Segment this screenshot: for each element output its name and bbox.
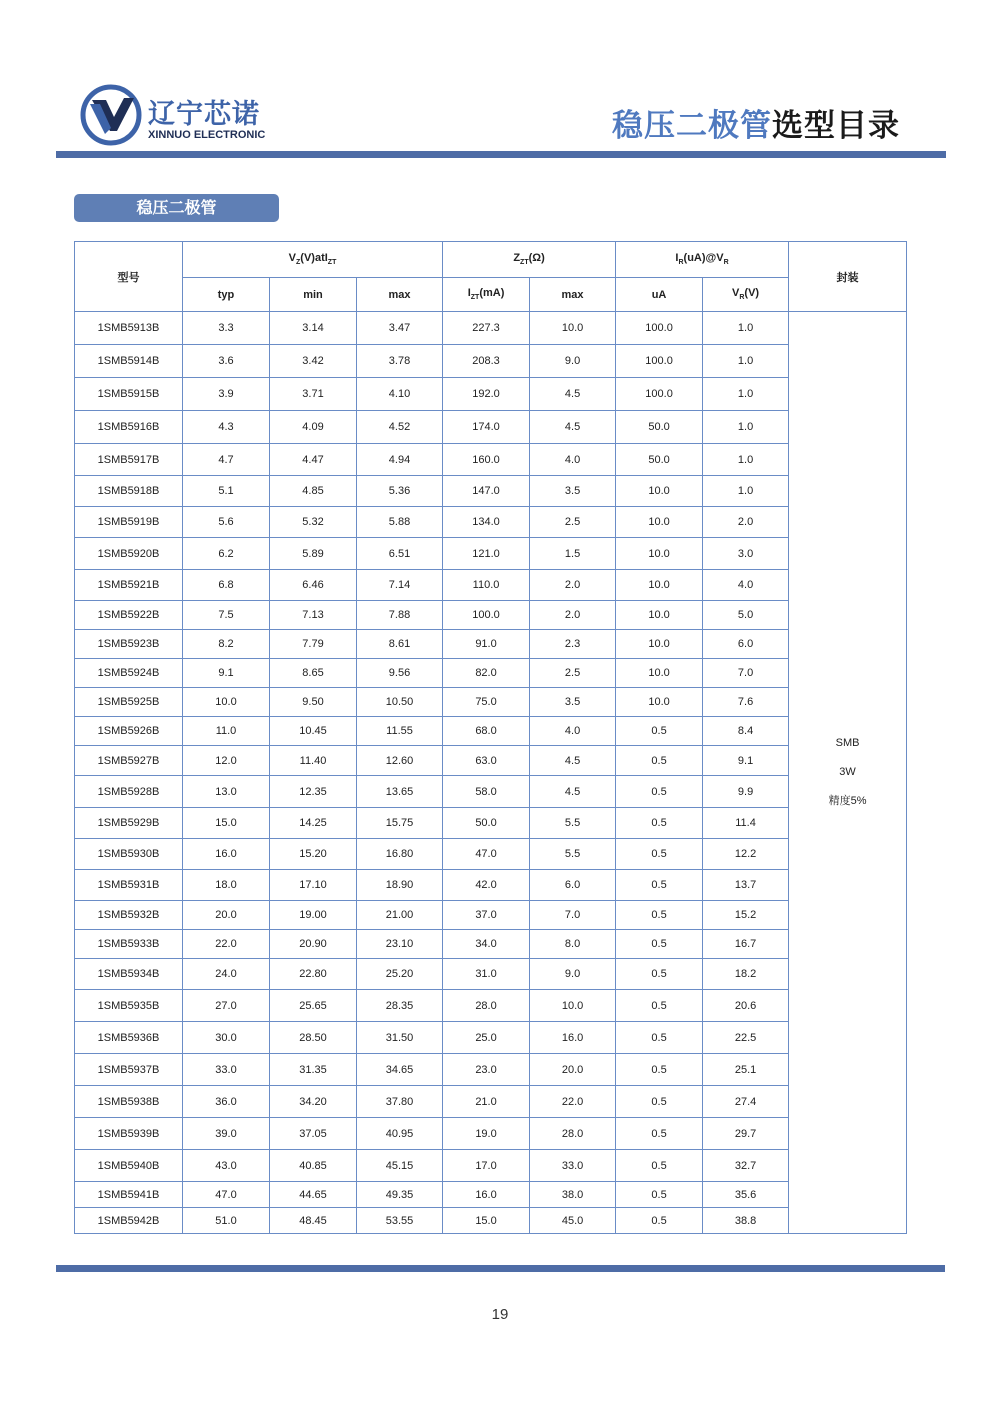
cell-min: 9.50 (270, 688, 357, 717)
cell-izt: 16.0 (443, 1182, 530, 1208)
cell-ua: 0.5 (616, 1150, 703, 1182)
sub-max-header: max (357, 278, 443, 312)
cell-max: 10.50 (357, 688, 443, 717)
cell-zmax: 2.0 (530, 570, 616, 601)
cell-zmax: 9.0 (530, 345, 616, 378)
cell-model: 1SMB5940B (75, 1150, 183, 1182)
cell-min: 28.50 (270, 1022, 357, 1054)
cell-vr: 13.7 (703, 870, 789, 901)
cell-max: 34.65 (357, 1054, 443, 1086)
cell-izt: 21.0 (443, 1086, 530, 1118)
top-divider (56, 151, 946, 158)
cell-izt: 42.0 (443, 870, 530, 901)
cell-vr: 1.0 (703, 476, 789, 507)
cell-typ: 22.0 (183, 930, 270, 959)
cell-max: 4.94 (357, 444, 443, 476)
cell-zmax: 22.0 (530, 1086, 616, 1118)
cell-izt: 47.0 (443, 839, 530, 870)
cell-izt: 15.0 (443, 1208, 530, 1234)
cell-max: 3.47 (357, 312, 443, 345)
cell-max: 7.14 (357, 570, 443, 601)
cell-max: 31.50 (357, 1022, 443, 1054)
cell-max: 4.10 (357, 378, 443, 411)
table-row (75, 776, 907, 808)
cell-model: 1SMB5933B (75, 930, 183, 959)
cell-zmax: 20.0 (530, 1054, 616, 1086)
table-row (75, 808, 907, 839)
cell-izt: 110.0 (443, 570, 530, 601)
cell-zmax: 16.0 (530, 1022, 616, 1054)
cell-typ: 5.6 (183, 507, 270, 538)
cell-typ: 16.0 (183, 839, 270, 870)
cell-max: 53.55 (357, 1208, 443, 1234)
table-row (75, 630, 907, 659)
cell-izt: 37.0 (443, 901, 530, 930)
cell-ua: 10.0 (616, 476, 703, 507)
cell-max: 49.35 (357, 1182, 443, 1208)
table-row (75, 1118, 907, 1150)
cell-min: 31.35 (270, 1054, 357, 1086)
cell-ua: 0.5 (616, 1118, 703, 1150)
cell-vr: 35.6 (703, 1182, 789, 1208)
cell-ua: 0.5 (616, 870, 703, 901)
cell-ua: 50.0 (616, 411, 703, 444)
cell-izt: 82.0 (443, 659, 530, 688)
cell-typ: 6.2 (183, 538, 270, 570)
cell-typ: 18.0 (183, 870, 270, 901)
cell-ua: 0.5 (616, 901, 703, 930)
cell-min: 37.05 (270, 1118, 357, 1150)
cell-ua: 10.0 (616, 507, 703, 538)
cell-vr: 32.7 (703, 1150, 789, 1182)
cell-zmax: 4.5 (530, 776, 616, 808)
title-part-2: 选型目录 (772, 108, 900, 144)
cell-izt: 19.0 (443, 1118, 530, 1150)
cell-min: 4.85 (270, 476, 357, 507)
cell-ua: 10.0 (616, 659, 703, 688)
cell-ua: 0.5 (616, 1208, 703, 1234)
cell-zmax: 33.0 (530, 1150, 616, 1182)
table-row (75, 378, 907, 411)
cell-model: 1SMB5937B (75, 1054, 183, 1086)
cell-zmax: 3.5 (530, 688, 616, 717)
cell-ua: 0.5 (616, 1086, 703, 1118)
cell-min: 22.80 (270, 959, 357, 990)
cell-ua: 0.5 (616, 746, 703, 776)
cell-min: 25.65 (270, 990, 357, 1022)
cell-model: 1SMB5928B (75, 776, 183, 808)
table-row (75, 1150, 907, 1182)
sub-min-header: min (270, 278, 357, 312)
cell-izt: 227.3 (443, 312, 530, 345)
col-package-header: 封装 (789, 242, 907, 312)
cell-zmax: 2.5 (530, 507, 616, 538)
cell-typ: 47.0 (183, 1182, 270, 1208)
col-model-header: 型号 (75, 242, 183, 312)
cell-ua: 10.0 (616, 601, 703, 630)
cell-max: 3.78 (357, 345, 443, 378)
cell-model: 1SMB5923B (75, 630, 183, 659)
cell-typ: 4.3 (183, 411, 270, 444)
page-header (0, 0, 1000, 160)
cell-min: 8.65 (270, 659, 357, 688)
cell-model: 1SMB5922B (75, 601, 183, 630)
cell-typ: 39.0 (183, 1118, 270, 1150)
cell-model: 1SMB5917B (75, 444, 183, 476)
table-row (75, 870, 907, 901)
table-row (75, 990, 907, 1022)
cell-zmax: 28.0 (530, 1118, 616, 1150)
cell-model: 1SMB5920B (75, 538, 183, 570)
table-row (75, 570, 907, 601)
cell-max: 7.88 (357, 601, 443, 630)
cell-min: 4.47 (270, 444, 357, 476)
cell-max: 45.15 (357, 1150, 443, 1182)
cell-izt: 25.0 (443, 1022, 530, 1054)
cell-typ: 43.0 (183, 1150, 270, 1182)
cell-min: 5.89 (270, 538, 357, 570)
cell-max: 40.95 (357, 1118, 443, 1150)
cell-vr: 9.9 (703, 776, 789, 808)
cell-model: 1SMB5931B (75, 870, 183, 901)
vz-group-header: $V_Z(V)atI_{ZT}$ (183, 242, 443, 278)
zener-spec-table (74, 241, 907, 1234)
package-line: SMB (835, 737, 860, 749)
cell-vr: 1.0 (703, 411, 789, 444)
package-line: 精度5% (828, 795, 867, 807)
bottom-divider (56, 1265, 945, 1272)
cell-ua: 0.5 (616, 959, 703, 990)
cell-vr: 7.6 (703, 688, 789, 717)
cell-max: 18.90 (357, 870, 443, 901)
cell-typ: 36.0 (183, 1086, 270, 1118)
sub-ua-header: uA (616, 278, 703, 312)
table-row (75, 959, 907, 990)
cell-min: 12.35 (270, 776, 357, 808)
cell-model: 1SMB5925B (75, 688, 183, 717)
cell-typ: 4.7 (183, 444, 270, 476)
cell-ua: 0.5 (616, 990, 703, 1022)
cell-model: 1SMB5934B (75, 959, 183, 990)
cell-typ: 27.0 (183, 990, 270, 1022)
cell-izt: 17.0 (443, 1150, 530, 1182)
cell-ua: 0.5 (616, 1054, 703, 1086)
cell-vr: 29.7 (703, 1118, 789, 1150)
table-row (75, 688, 907, 717)
cell-typ: 13.0 (183, 776, 270, 808)
cell-model: 1SMB5930B (75, 839, 183, 870)
cell-typ: 8.2 (183, 630, 270, 659)
cell-izt: 58.0 (443, 776, 530, 808)
cell-ua: 100.0 (616, 312, 703, 345)
table-row (75, 1182, 907, 1208)
cell-vr: 11.4 (703, 808, 789, 839)
cell-vr: 3.0 (703, 538, 789, 570)
cell-max: 21.00 (357, 901, 443, 930)
cell-vr: 15.2 (703, 901, 789, 930)
cell-min: 44.65 (270, 1182, 357, 1208)
cell-min: 11.40 (270, 746, 357, 776)
cell-vr: 16.7 (703, 930, 789, 959)
cell-typ: 6.8 (183, 570, 270, 601)
cell-zmax: 6.0 (530, 870, 616, 901)
brand-name-cn: 辽宁芯诺 (148, 99, 260, 130)
package-line: 3W (839, 766, 856, 778)
sub-izt-header: $I_{ZT}(mA)$ (443, 278, 530, 312)
cell-vr: 12.2 (703, 839, 789, 870)
cell-izt: 28.0 (443, 990, 530, 1022)
cell-zmax: 2.0 (530, 601, 616, 630)
cell-zmax: 4.5 (530, 411, 616, 444)
cell-izt: 50.0 (443, 808, 530, 839)
cell-max: 4.52 (357, 411, 443, 444)
cell-zmax: 45.0 (530, 1208, 616, 1234)
cell-zmax: 4.0 (530, 717, 616, 746)
cell-ua: 100.0 (616, 345, 703, 378)
cell-vr: 1.0 (703, 312, 789, 345)
cell-ua: 50.0 (616, 444, 703, 476)
cell-max: 16.80 (357, 839, 443, 870)
cell-vr: 20.6 (703, 990, 789, 1022)
cell-max: 6.51 (357, 538, 443, 570)
cell-min: 20.90 (270, 930, 357, 959)
cell-zmax: 4.0 (530, 444, 616, 476)
table-row (75, 839, 907, 870)
cell-vr: 5.0 (703, 601, 789, 630)
cell-model: 1SMB5929B (75, 808, 183, 839)
cell-zmax: 7.0 (530, 901, 616, 930)
cell-izt: 134.0 (443, 507, 530, 538)
cell-zmax: 10.0 (530, 990, 616, 1022)
sub-vr-header: $V_R(V)$ (703, 278, 789, 312)
cell-zmax: 5.5 (530, 808, 616, 839)
cell-typ: 10.0 (183, 688, 270, 717)
cell-max: 15.75 (357, 808, 443, 839)
cell-max: 23.10 (357, 930, 443, 959)
table-row (75, 538, 907, 570)
cell-max: 12.60 (357, 746, 443, 776)
sub-zmax-header: max (530, 278, 616, 312)
cell-model: 1SMB5919B (75, 507, 183, 538)
cell-izt: 63.0 (443, 746, 530, 776)
cell-max: 13.65 (357, 776, 443, 808)
cell-model: 1SMB5936B (75, 1022, 183, 1054)
cell-ua: 10.0 (616, 570, 703, 601)
cell-izt: 147.0 (443, 476, 530, 507)
cell-min: 7.79 (270, 630, 357, 659)
cell-ua: 10.0 (616, 538, 703, 570)
table-row (75, 659, 907, 688)
cell-min: 48.45 (270, 1208, 357, 1234)
table-row (75, 476, 907, 507)
cell-min: 3.42 (270, 345, 357, 378)
cell-ua: 0.5 (616, 808, 703, 839)
cell-typ: 12.0 (183, 746, 270, 776)
cell-max: 8.61 (357, 630, 443, 659)
cell-zmax: 2.5 (530, 659, 616, 688)
cell-vr: 7.0 (703, 659, 789, 688)
cell-min: 34.20 (270, 1086, 357, 1118)
cell-typ: 3.9 (183, 378, 270, 411)
cell-model: 1SMB5938B (75, 1086, 183, 1118)
cell-izt: 34.0 (443, 930, 530, 959)
cell-min: 15.20 (270, 839, 357, 870)
cell-model: 1SMB5941B (75, 1182, 183, 1208)
cell-model: 1SMB5915B (75, 378, 183, 411)
cell-vr: 4.0 (703, 570, 789, 601)
table-row (75, 1054, 907, 1086)
cell-min: 3.14 (270, 312, 357, 345)
cell-ua: 100.0 (616, 378, 703, 411)
cell-izt: 31.0 (443, 959, 530, 990)
table-row (75, 746, 907, 776)
cell-model: 1SMB5918B (75, 476, 183, 507)
xinnuo-logo-icon (80, 84, 142, 146)
page-number: 19 (491, 1306, 509, 1323)
cell-izt: 23.0 (443, 1054, 530, 1086)
table-row (75, 345, 907, 378)
ir-group-header: $I_R(uA)@V_R$ (616, 242, 789, 278)
cell-model: 1SMB5916B (75, 411, 183, 444)
cell-zmax: 1.5 (530, 538, 616, 570)
table-row (75, 507, 907, 538)
table-row (75, 411, 907, 444)
cell-vr: 6.0 (703, 630, 789, 659)
cell-izt: 75.0 (443, 688, 530, 717)
cell-izt: 68.0 (443, 717, 530, 746)
cell-typ: 30.0 (183, 1022, 270, 1054)
cell-min: 40.85 (270, 1150, 357, 1182)
cell-model: 1SMB5926B (75, 717, 183, 746)
cell-typ: 3.3 (183, 312, 270, 345)
cell-izt: 174.0 (443, 411, 530, 444)
brand-name-en: XINNUO ELECTRONIC (148, 129, 266, 141)
cell-min: 7.13 (270, 601, 357, 630)
cell-vr: 2.0 (703, 507, 789, 538)
table-row (75, 930, 907, 959)
table-row (75, 444, 907, 476)
cell-ua: 0.5 (616, 839, 703, 870)
table-row (75, 1086, 907, 1118)
cell-ua: 0.5 (616, 1182, 703, 1208)
cell-zmax: 2.3 (530, 630, 616, 659)
cell-model: 1SMB5913B (75, 312, 183, 345)
table-body (75, 312, 907, 1234)
cell-typ: 11.0 (183, 717, 270, 746)
cell-izt: 91.0 (443, 630, 530, 659)
cell-zmax: 4.5 (530, 378, 616, 411)
cell-typ: 20.0 (183, 901, 270, 930)
cell-model: 1SMB5921B (75, 570, 183, 601)
cell-typ: 15.0 (183, 808, 270, 839)
cell-typ: 9.1 (183, 659, 270, 688)
cell-max: 5.88 (357, 507, 443, 538)
cell-typ: 24.0 (183, 959, 270, 990)
table-row (75, 901, 907, 930)
cell-min: 17.10 (270, 870, 357, 901)
cell-ua: 10.0 (616, 688, 703, 717)
cell-ua: 0.5 (616, 930, 703, 959)
cell-model: 1SMB5935B (75, 990, 183, 1022)
cell-max: 37.80 (357, 1086, 443, 1118)
cell-vr: 1.0 (703, 444, 789, 476)
document-title (612, 100, 900, 145)
table-row (75, 1022, 907, 1054)
cell-zmax: 8.0 (530, 930, 616, 959)
cell-ua: 0.5 (616, 776, 703, 808)
cell-typ: 33.0 (183, 1054, 270, 1086)
cell-min: 10.45 (270, 717, 357, 746)
package-cell (789, 312, 907, 1234)
sub-typ-header: typ (183, 278, 270, 312)
cell-vr: 22.5 (703, 1022, 789, 1054)
cell-zmax: 5.5 (530, 839, 616, 870)
cell-model: 1SMB5942B (75, 1208, 183, 1234)
cell-min: 6.46 (270, 570, 357, 601)
cell-min: 19.00 (270, 901, 357, 930)
cell-ua: 10.0 (616, 630, 703, 659)
cell-vr: 8.4 (703, 717, 789, 746)
cell-max: 11.55 (357, 717, 443, 746)
cell-max: 25.20 (357, 959, 443, 990)
cell-vr: 38.8 (703, 1208, 789, 1234)
cell-izt: 208.3 (443, 345, 530, 378)
cell-zmax: 10.0 (530, 312, 616, 345)
cell-model: 1SMB5924B (75, 659, 183, 688)
title-part-1: 稳压二极管 (612, 108, 772, 144)
cell-vr: 1.0 (703, 345, 789, 378)
cell-zmax: 9.0 (530, 959, 616, 990)
cell-izt: 160.0 (443, 444, 530, 476)
cell-izt: 121.0 (443, 538, 530, 570)
cell-typ: 3.6 (183, 345, 270, 378)
cell-ua: 0.5 (616, 1022, 703, 1054)
cell-model: 1SMB5914B (75, 345, 183, 378)
cell-zmax: 4.5 (530, 746, 616, 776)
table-row (75, 601, 907, 630)
cell-max: 28.35 (357, 990, 443, 1022)
cell-zmax: 3.5 (530, 476, 616, 507)
cell-model: 1SMB5927B (75, 746, 183, 776)
cell-vr: 9.1 (703, 746, 789, 776)
table-row (75, 312, 907, 345)
cell-ua: 0.5 (616, 717, 703, 746)
cell-vr: 18.2 (703, 959, 789, 990)
cell-izt: 192.0 (443, 378, 530, 411)
cell-min: 4.09 (270, 411, 357, 444)
cell-typ: 51.0 (183, 1208, 270, 1234)
cell-max: 5.36 (357, 476, 443, 507)
cell-min: 3.71 (270, 378, 357, 411)
cell-vr: 27.4 (703, 1086, 789, 1118)
cell-min: 5.32 (270, 507, 357, 538)
zzt-group-header: $Z_{ZT}(\Omega)$ (443, 242, 616, 278)
cell-izt: 100.0 (443, 601, 530, 630)
table-row (75, 717, 907, 746)
cell-max: 9.56 (357, 659, 443, 688)
cell-typ: 5.1 (183, 476, 270, 507)
cell-vr: 1.0 (703, 378, 789, 411)
cell-model: 1SMB5932B (75, 901, 183, 930)
cell-min: 14.25 (270, 808, 357, 839)
section-tag: 稳压二极管 (74, 194, 279, 222)
cell-typ: 7.5 (183, 601, 270, 630)
cell-model: 1SMB5939B (75, 1118, 183, 1150)
cell-vr: 25.1 (703, 1054, 789, 1086)
cell-zmax: 38.0 (530, 1182, 616, 1208)
table-row (75, 1208, 907, 1234)
